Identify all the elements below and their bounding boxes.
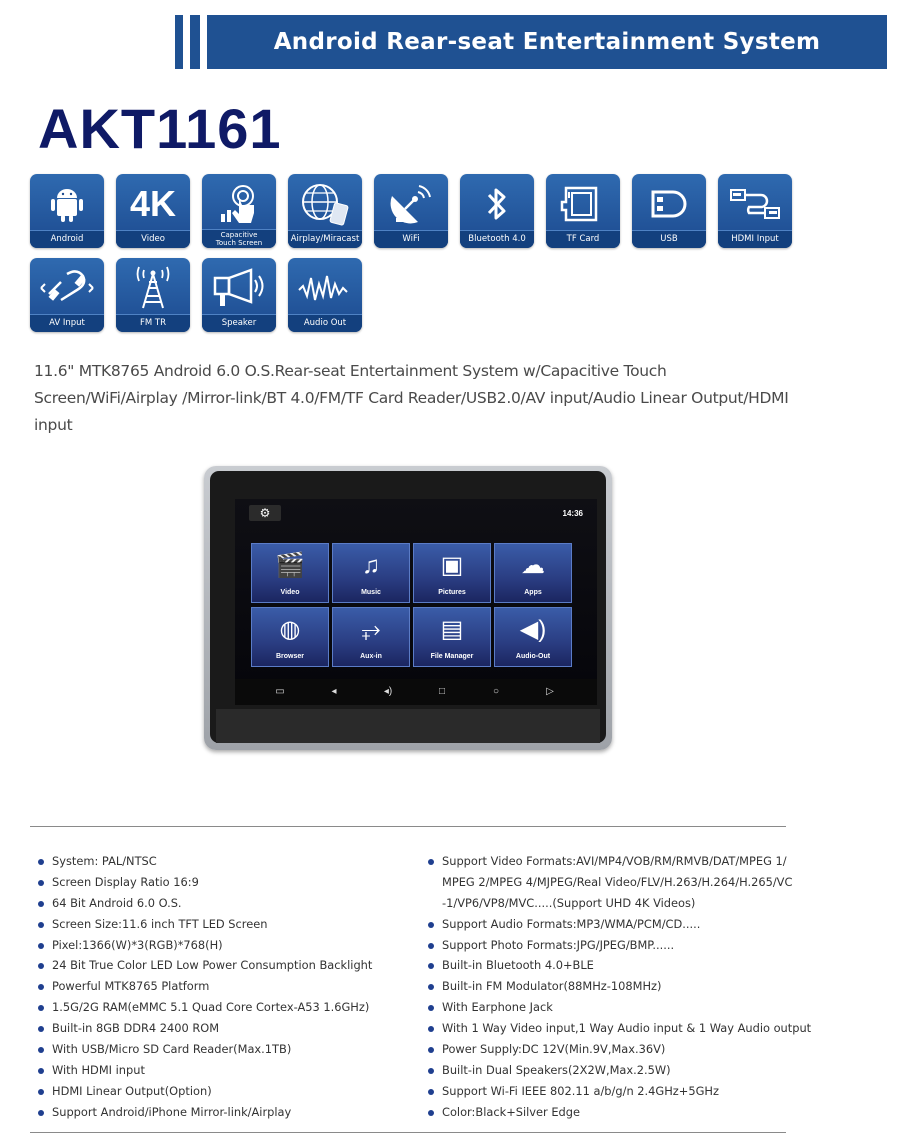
spec-item xyxy=(36,955,372,976)
bullet-icon xyxy=(428,1005,434,1011)
spec-item xyxy=(36,1039,372,1060)
spec-text: Color:Black+Silver Edge xyxy=(442,1104,581,1119)
airplay-icon xyxy=(288,178,362,230)
spec-text: 24 Bit True Color LED Low Power Consumption Backlight xyxy=(52,958,373,973)
feature-label: Audio Out xyxy=(288,314,362,332)
bullet-icon xyxy=(428,922,434,928)
usb-icon xyxy=(632,178,706,230)
divider xyxy=(30,1132,786,1133)
spec-text: Support Android/iPhone Mirror-link/Airplay xyxy=(52,1104,292,1119)
bullet-icon xyxy=(38,984,44,990)
tile-label: Aux-in xyxy=(360,653,382,660)
spec-text: Screen Display Ratio 16:9 xyxy=(52,874,199,889)
bullet-icon xyxy=(38,1026,44,1032)
speaker-icon: ◀) xyxy=(519,616,547,643)
spec-item xyxy=(426,851,811,872)
feature-icon-grid xyxy=(30,174,810,334)
bullet-icon xyxy=(38,1068,44,1074)
globe-icon: ◍ xyxy=(279,616,301,643)
bullet-icon xyxy=(38,859,44,865)
feature-speaker xyxy=(202,258,276,332)
tile-label: Pictures xyxy=(438,589,466,596)
feature-av-input xyxy=(30,258,104,332)
volume-down-icon[interactable]: ◂ xyxy=(331,686,337,697)
device-bezel xyxy=(210,471,606,743)
bullet-icon xyxy=(38,1047,44,1053)
spec-text: Built-in 8GB DDR4 2400 ROM xyxy=(52,1021,220,1036)
tile-label: Apps xyxy=(524,589,542,596)
spec-item xyxy=(36,851,372,872)
spec-text: Built-in FM Modulator(88MHz-108MHz) xyxy=(442,979,662,994)
screen-nav-bar xyxy=(235,679,597,705)
tile-label: Audio-Out xyxy=(515,653,551,660)
model-number: AKT1161 xyxy=(38,97,282,160)
android-icon xyxy=(30,178,104,230)
spec-item xyxy=(426,872,811,893)
feature-label: Android xyxy=(30,230,104,248)
spec-text: With HDMI input xyxy=(52,1062,145,1077)
briefcase-icon: ▤ xyxy=(440,616,464,643)
spec-text: -1/VP6/VP8/MVC.....(Support UHD 4K Videos) xyxy=(442,895,696,910)
spec-item xyxy=(426,935,811,956)
feature-label: AV Input xyxy=(30,314,104,332)
4k-icon: 4K xyxy=(129,183,177,224)
spec-item xyxy=(426,1060,811,1081)
spec-item xyxy=(36,1102,372,1123)
spec-text: HDMI Linear Output(Option) xyxy=(52,1083,212,1098)
banner-stripe xyxy=(190,15,200,69)
bullet-icon xyxy=(428,859,434,865)
banner-stripe xyxy=(175,15,183,69)
screen-clock: 14:36 xyxy=(562,509,583,518)
bullet-icon xyxy=(428,1026,434,1032)
feature-label: USB xyxy=(632,230,706,248)
bullet-icon xyxy=(428,984,434,990)
waveform-icon xyxy=(288,262,362,314)
touch-icon xyxy=(202,178,276,230)
spec-text: Support Wi-Fi IEEE 802.11 a/b/g/n 2.4GHz+5GHz xyxy=(442,1083,719,1098)
tile-label: Browser xyxy=(275,653,304,660)
spec-text: Powerful MTK8765 Platform xyxy=(52,979,210,994)
feature-4k-video xyxy=(116,174,190,248)
screen-tile-browser[interactable] xyxy=(251,607,329,667)
spec-text: With 1 Way Video input,1 Way Audio input & 1 Way Audio output xyxy=(442,1021,812,1036)
spec-text: 1.5G/2G RAM(eMMC 5.1 Quad Core Cortex-A53 1.6GHz) xyxy=(52,1000,370,1015)
screen-tile-video[interactable] xyxy=(251,543,329,603)
feature-bluetooth xyxy=(460,174,534,248)
bullet-icon xyxy=(38,963,44,969)
spec-item xyxy=(36,914,372,935)
divider xyxy=(30,826,786,827)
home-icon[interactable]: ○ xyxy=(492,686,500,697)
spec-item xyxy=(36,935,372,956)
spec-text: Pixel:1366(W)*3(RGB)*768(H) xyxy=(52,937,223,952)
spec-item xyxy=(426,1039,811,1060)
volume-up-icon[interactable]: ◂) xyxy=(383,686,393,697)
feature-fm-tr xyxy=(116,258,190,332)
wifi-icon xyxy=(374,178,448,230)
feature-label: Capacitive Touch Screen xyxy=(202,229,276,248)
bullet-icon xyxy=(428,963,434,969)
spec-text: Support Photo Formats:JPG/JPEG/BMP...... xyxy=(442,937,675,952)
spec-item xyxy=(426,1081,811,1102)
spec-item xyxy=(36,997,372,1018)
bullet-icon xyxy=(38,1005,44,1011)
hdmi-icon xyxy=(718,178,792,230)
screen-tile-music[interactable] xyxy=(332,543,410,603)
device-photo xyxy=(204,466,612,750)
bullet-icon xyxy=(428,1089,434,1095)
spec-item xyxy=(36,872,372,893)
feature-label: Airplay/Miracast xyxy=(288,230,362,248)
spec-item xyxy=(36,893,372,914)
feature-wifi xyxy=(374,174,448,248)
spec-text: With Earphone Jack xyxy=(442,1000,553,1015)
spec-text: Built-in Bluetooth 4.0+BLE xyxy=(442,958,594,973)
bullet-icon xyxy=(38,901,44,907)
tile-label: File Manager xyxy=(430,653,474,660)
feature-touch-screen xyxy=(202,174,276,248)
spec-item xyxy=(426,1018,811,1039)
camera-icon[interactable]: ▭ xyxy=(275,686,285,697)
bullet-icon xyxy=(38,1089,44,1095)
feature-label: TF Card xyxy=(546,230,620,248)
feature-label: HDMI Input xyxy=(718,230,792,248)
spec-text: System: PAL/NTSC xyxy=(52,854,157,868)
clapper-icon: 🎬 xyxy=(275,552,305,579)
feature-hdmi xyxy=(718,174,792,248)
spec-text: MPEG 2/MPEG 4/MJPEG/Real Video/FLV/H.263/H.264/H.265/VC xyxy=(442,874,793,889)
feature-label: Speaker xyxy=(202,314,276,332)
tf-card-icon xyxy=(546,178,620,230)
bullet-icon xyxy=(38,922,44,928)
spec-item xyxy=(426,976,811,997)
feature-usb xyxy=(632,174,706,248)
bullet-icon xyxy=(38,880,44,886)
feature-label: Bluetooth 4.0 xyxy=(460,230,534,248)
spec-text: With USB/Micro SD Card Reader(Max.1TB) xyxy=(52,1042,292,1057)
screen-tile-file-manager[interactable] xyxy=(413,607,491,667)
page-title: Android Rear-seat Entertainment System xyxy=(273,29,821,55)
spec-item xyxy=(36,976,372,997)
bullet-icon xyxy=(428,1047,434,1053)
megaphone-icon xyxy=(202,262,276,314)
spec-text: Screen Size:11.6 inch TFT LED Screen xyxy=(52,916,268,931)
screen-tile-audio-out[interactable] xyxy=(494,607,572,667)
spec-list-left xyxy=(36,851,372,1123)
spec-item xyxy=(426,893,811,914)
tile-label: Video xyxy=(280,589,300,596)
apps-icon: ☁ xyxy=(521,552,545,579)
spec-item xyxy=(426,1102,811,1123)
bullet-icon xyxy=(38,943,44,949)
device-chin xyxy=(216,709,600,743)
feature-label: Video xyxy=(116,230,190,248)
spec-text: Support Audio Formats:MP3/WMA/PCM/CD..... xyxy=(442,916,701,931)
feature-tf-card xyxy=(546,174,620,248)
picture-icon: ▣ xyxy=(440,552,464,579)
music-note-icon: ♫ xyxy=(362,552,380,579)
bullet-icon xyxy=(428,1110,434,1116)
spec-list-right xyxy=(426,851,811,1123)
spec-item xyxy=(36,1060,372,1081)
spec-item xyxy=(426,955,811,976)
spec-item xyxy=(426,997,811,1018)
bluetooth-icon xyxy=(460,178,534,230)
spec-text: 64 Bit Android 6.0 O.S. xyxy=(52,895,182,910)
back-icon[interactable]: ▷ xyxy=(546,686,554,697)
screen-tile-pictures[interactable] xyxy=(413,543,491,603)
spec-item xyxy=(36,1081,372,1102)
antenna-icon xyxy=(116,262,190,314)
product-description: 11.6" MTK8765 Android 6.0 O.S.Rear-seat Entertainment System w/Capacitive Touch Screen/WiFi/Airplay /Mirror-link/BT 4.0/FM/TF Card Reader/USB2.0/AV input/Audio Linear Output/HDMI input xyxy=(34,362,789,434)
feature-airplay xyxy=(288,174,362,248)
spec-text: Power Supply:DC 12V(Min.9V,Max.36V) xyxy=(442,1042,666,1057)
feature-android xyxy=(30,174,104,248)
bullet-icon xyxy=(428,943,434,949)
bullet-icon xyxy=(428,1068,434,1074)
spec-item xyxy=(36,1018,372,1039)
recent-apps-icon[interactable]: □ xyxy=(438,686,446,697)
screen-tile-apps[interactable] xyxy=(494,543,572,603)
device-screen xyxy=(235,499,597,705)
tile-label: Music xyxy=(361,589,381,596)
aux-icon: ⥅ xyxy=(361,616,381,643)
spec-item xyxy=(426,914,811,935)
screen-tile-aux-in[interactable] xyxy=(332,607,410,667)
feature-label: WiFi xyxy=(374,230,448,248)
settings-gear-icon[interactable]: ⚙ xyxy=(249,505,281,521)
av-cable-icon xyxy=(30,262,104,314)
feature-label: FM TR xyxy=(116,314,190,332)
bullet-icon xyxy=(38,1110,44,1116)
spec-text: Built-in Dual Speakers(2X2W,Max.2.5W) xyxy=(442,1062,671,1077)
spec-text: Support Video Formats:AVI/MP4/VOB/RM/RMVB/DAT/MPEG 1/ xyxy=(442,854,787,868)
feature-audio-out xyxy=(288,258,362,332)
header-banner xyxy=(0,0,912,80)
